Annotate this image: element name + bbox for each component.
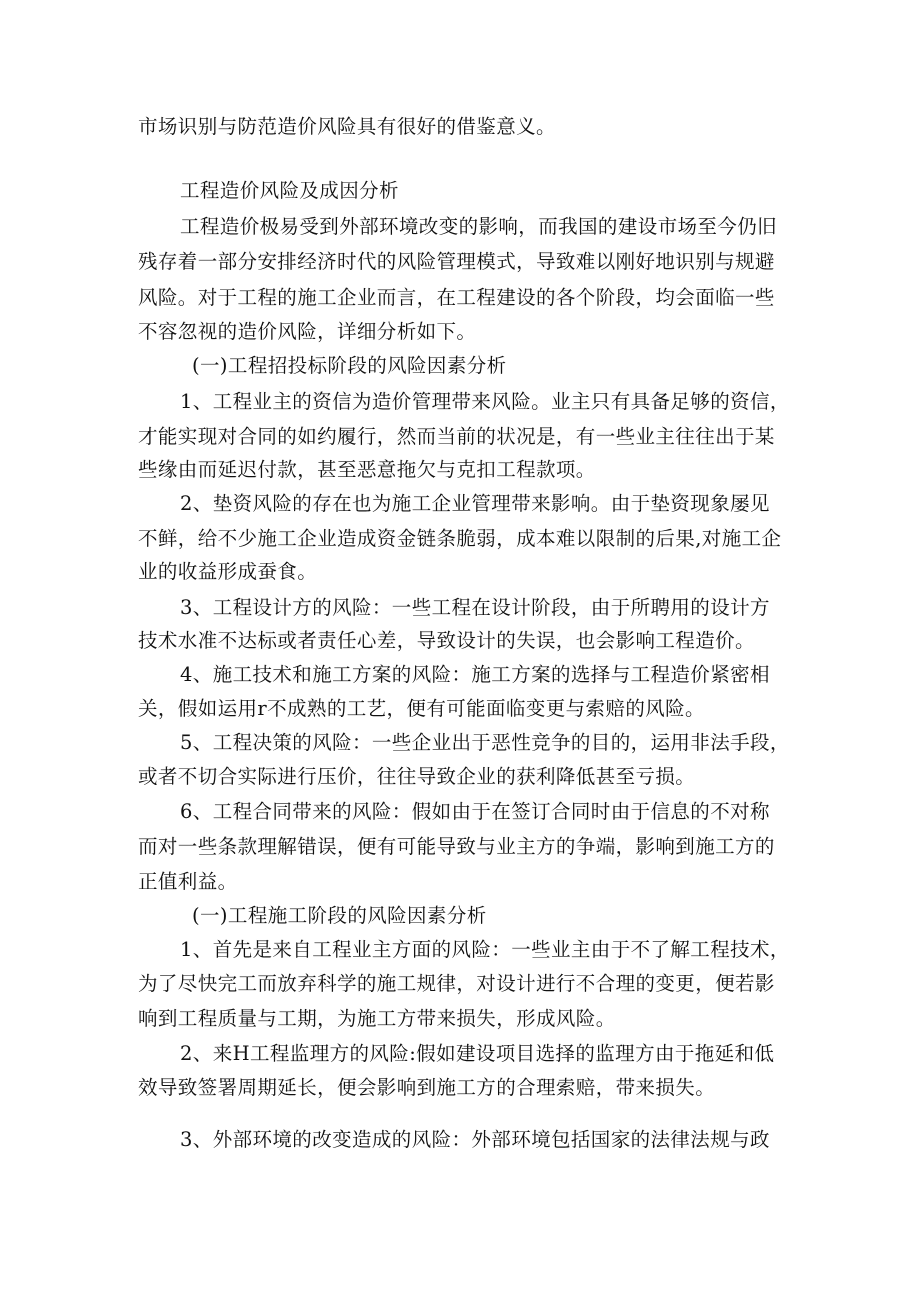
text-line: 关，假如运用r不成熟的工艺，便有可能面临变更与索赔的风险。 xyxy=(138,697,705,720)
text-line: 市场识别与防范造价风险具有很好的借鉴意义。 xyxy=(138,115,556,138)
text-line: 1、工程业主的资信为造价管理带来风险。业主只有具备足够的资信， xyxy=(180,390,790,413)
subsection-heading: (一)工程招投标阶段的风险因素分析 xyxy=(192,354,507,377)
text-line: 风险。对于工程的施工企业而言，在工程建设的各个阶段，均会面临一些 xyxy=(138,286,775,309)
text-line: 2、来H工程监理方的风险:假如建设项目选择的监理方由于拖延和低 xyxy=(180,1042,775,1065)
text-line: 6、工程合同带来的风险：假如由于在签订合同时由于信息的不对称 xyxy=(180,800,770,823)
text-line: 为了尽快完工而放弃科学的施工规律，对设计进行不合理的变更，便若影 xyxy=(138,972,775,995)
text-line: 3、外部环境的改变造成的风险：外部环境包括国家的法律法规与政 xyxy=(180,1128,770,1151)
text-line: 2、垫资风险的存在也为施工企业管理带来影响。由于垫资现象屡见 xyxy=(180,492,770,515)
text-line: 1、首先是来自工程业主方面的风险：一些业主由于不了解工程技术， xyxy=(180,938,790,961)
text-line: 才能实现对合同的如约履行，然而当前的状况是，有一些业主往往出于某 xyxy=(138,425,775,448)
text-line: 响到工程质量与工期，为施工方带来损失，形成风险。 xyxy=(138,1007,616,1030)
subsection-heading: (一)工程施工阶段的风险因素分析 xyxy=(192,904,487,927)
text-line: 效导致签署周期延长，便会影响到施工方的合理索赔，带来损失。 xyxy=(138,1076,716,1099)
text-line: 工程造价极易受到外部环境改变的影响，而我国的建设市场至今仍旧 xyxy=(180,215,778,238)
text-line: 5、工程决策的风险：一些企业出于恶性竞争的目的，运用非法手段， xyxy=(180,731,790,754)
text-line: 不容忽视的造价风险，详细分析如下。 xyxy=(138,320,477,343)
text-line: 技术水准不达标或者责任心差，导致设计的失误，也会影响工程造价。 xyxy=(138,629,755,652)
text-line: 3、工程设计方的风险：一些工程在设计阶段，由于所聘用的设计方 xyxy=(180,596,770,619)
text-line: 或者不切合实际进行压价，往往导致企业的获利降低甚至亏损。 xyxy=(138,765,696,788)
text-line: 4、施工技术和施工方案的风险：施工方案的选择与工程造价紧密相 xyxy=(180,663,770,686)
text-line: 些缘由而延迟付款，甚至恶意拖欠与克扣工程款项。 xyxy=(138,458,596,481)
section-heading: 工程造价风险及成因分析 xyxy=(180,179,399,202)
text-line: 而对一些条款理解错误，便有可能导致与业主方的争端，影响到施工方的 xyxy=(138,835,775,858)
text-line: 不鲜，给不少施工企业造成资金链条脆弱，成本难以限制的后果,对施工企 xyxy=(138,527,782,550)
text-line: 正值利益。 xyxy=(138,870,238,893)
text-line: 业的收益形成蚕食。 xyxy=(138,560,318,583)
text-line: 残存着一部分安排经济时代的风险管理模式，导致难以刚好地识别与规避 xyxy=(138,250,775,273)
